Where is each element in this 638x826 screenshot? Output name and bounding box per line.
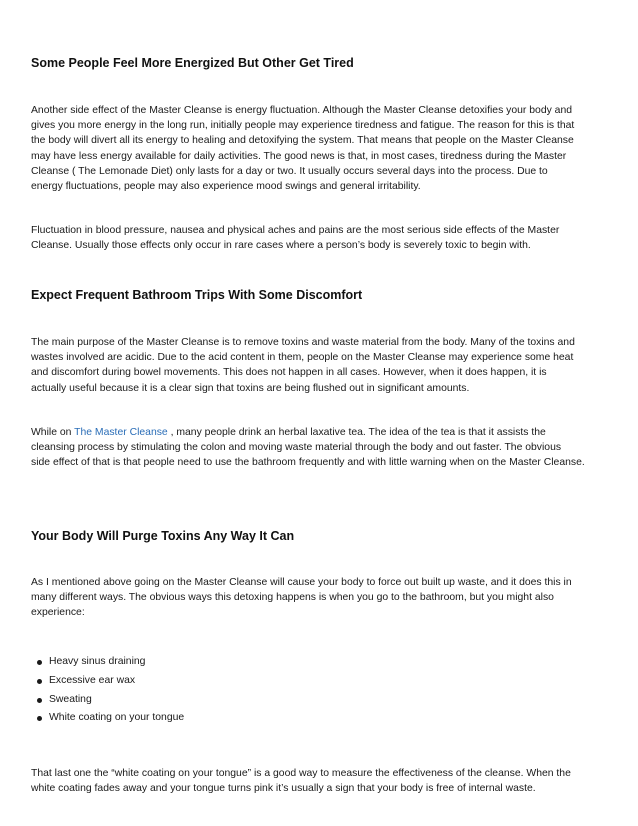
text-line: actually useful because it is a clear sign that toxins are being flushed out in significant amounts. [31, 382, 470, 394]
paragraph-serious-effects [31, 223, 606, 253]
paragraph-laxative-tea [31, 425, 606, 471]
text-line: wastes involved are acidic. Due to the acid content in them, people on the Master Cleanse may experience some heat [31, 352, 574, 364]
section-heading-bathroom: Expect Frequent Bathroom Trips With Some Discomfort [31, 288, 363, 302]
text-line: white coating fades away and your tongue turns pink it’s usually a sign that your body is free of internal waste. [31, 783, 536, 795]
text-line: many different ways. The obvious ways this detoxing happens is when you go to the bathroom, but you might also [31, 592, 554, 604]
list-item [31, 653, 184, 672]
bullet-icon [37, 716, 42, 721]
text-line: and discomfort during bowel movements. This does not happen in all cases. However, when it does happen, it is [31, 367, 547, 379]
text-fragment: While on [31, 427, 75, 438]
text-line: side effect of that is that people need to use the bathroom frequently and with little warning when on the Master Cleanse. [31, 457, 585, 469]
text-line: experience: [31, 607, 85, 619]
text-line: Cleanse ( The Lemonade Diet) only lasts for a day or two. It usually occurs several days into the process. Due to [31, 165, 548, 177]
bullet-icon [37, 660, 42, 665]
text-line: As I mentioned above going on the Master Cleanse will cause your body to force out built up waste, and it does this in [31, 577, 572, 588]
text-line: the body will divert all its energy to healing and detoxifying the system. That means that people on the Master Cleanse [31, 135, 574, 147]
text-line: Fluctuation in blood pressure, nausea and physical aches and pains are the most serious side effects of the Master [31, 225, 560, 236]
list-item [31, 672, 184, 691]
list-item-label: Heavy sinus draining [49, 656, 146, 667]
list-item [31, 709, 184, 728]
bullet-icon [37, 679, 42, 684]
list-item-label: White coating on your tongue [49, 712, 185, 724]
list-item-label: Sweating [49, 693, 92, 705]
text-line: cleansing process by stimulating the colon and moving waste material through the body and out faster. The obvious [31, 442, 562, 454]
list-item-label: Excessive ear wax [49, 674, 136, 686]
text-line [31, 425, 606, 440]
paragraph-purge-intro [31, 575, 606, 621]
bullet-icon [37, 698, 42, 703]
section-heading-energy: Some People Feel More Energized But Other Get Tired [31, 56, 354, 70]
text-line: That last one the “white coating on your tongue” is a good way to measure the effectiveness of the cleanse. When the [31, 768, 571, 779]
text-line: The main purpose of the Master Cleanse is to remove toxins and waste material from the body. Many of the toxins and [31, 337, 575, 348]
paragraph-tongue-coating [31, 766, 606, 796]
paragraph-energy-fluctuation [31, 103, 606, 194]
text-line: Cleanse. Usually those effects only occur in rare cases where a person’s body is severely toxic to begin with. [31, 240, 531, 252]
text-line: energy fluctuations, people may also experience mood swings and general irritability. [31, 181, 421, 193]
text-line: Another side effect of the Master Cleanse is energy fluctuation. Although the Master Cleanse detoxifies your body and [31, 105, 573, 116]
paragraph-toxin-removal [31, 335, 606, 396]
list-item [31, 691, 184, 710]
text-line: may have less energy available for daily activities. The good news is that, in most cases, tiredness during the Master [31, 150, 567, 162]
section-heading-purge: Your Body Will Purge Toxins Any Way It Can [31, 529, 295, 543]
symptom-list [31, 653, 184, 728]
text-fragment: , many people drink an herbal laxative tea. The idea of the tea is that it assists the [167, 427, 546, 438]
master-cleanse-link[interactable]: The Master Cleanse [74, 427, 168, 438]
text-line: gives you more energy in the long run, initially people may experience tiredness and fatigue. The reason for this is that [31, 120, 575, 132]
